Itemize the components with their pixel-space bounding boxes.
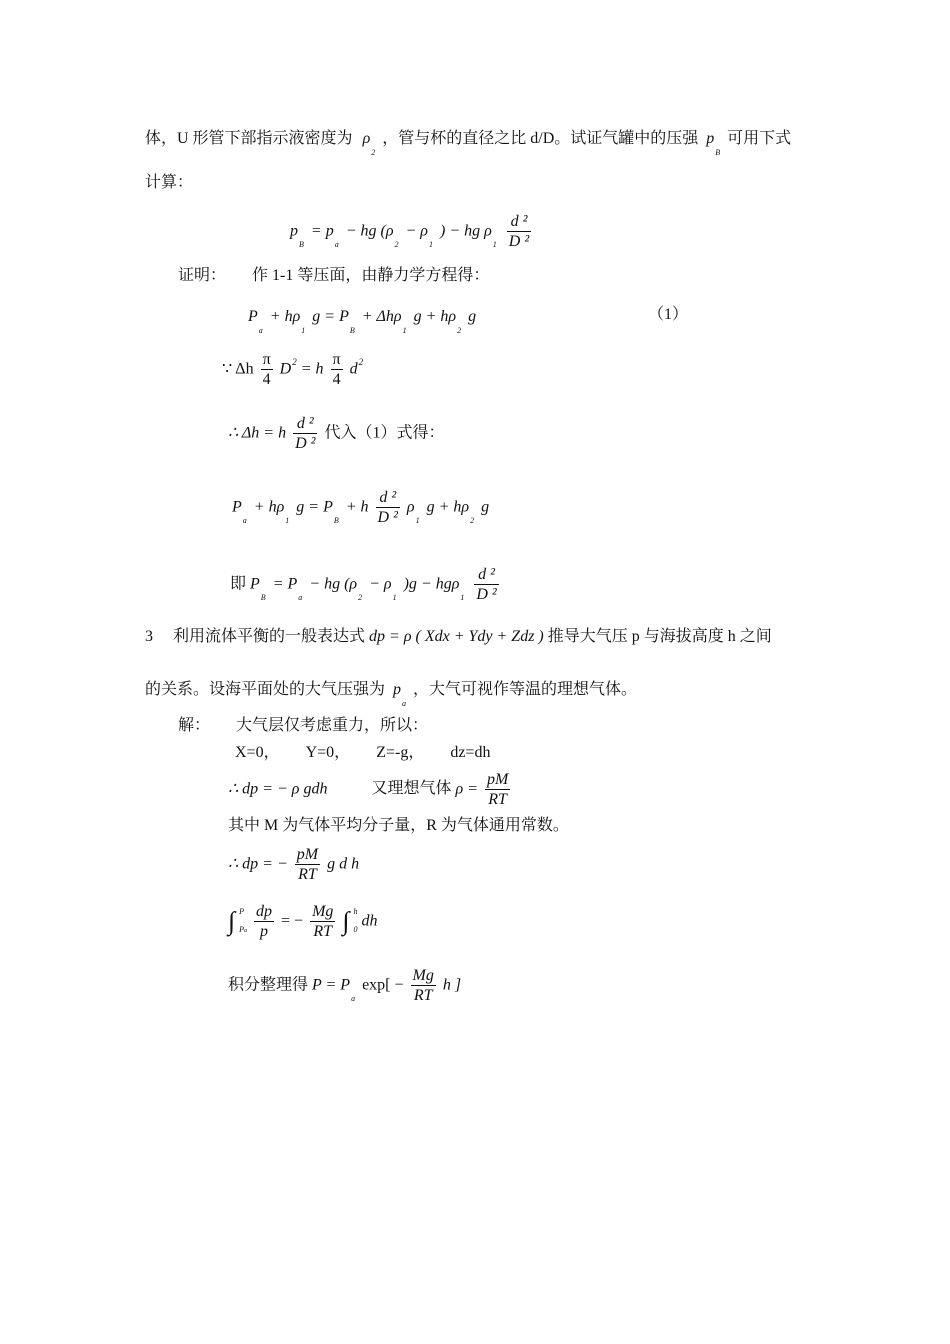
lower-limit-sub: a <box>244 928 248 935</box>
denominator: D ² <box>476 586 497 604</box>
integral-sign: ∫ <box>228 906 236 936</box>
ideal-gas-lhs: ρ = <box>455 780 478 798</box>
numerator: π <box>261 350 273 370</box>
eq-term: g <box>468 308 477 325</box>
eq-sub: 2 <box>358 593 363 603</box>
result-line <box>228 966 461 1005</box>
eq-term: g d h <box>327 855 360 873</box>
eq-sub: 1 <box>415 516 420 526</box>
denominator: D ² <box>508 233 530 251</box>
eq-term: ∵ Δh <box>222 360 254 378</box>
eq-term: h ] <box>442 976 462 994</box>
rho2-symbol: ρ <box>362 130 371 147</box>
rho2-subscript: 2 <box>371 148 376 157</box>
eq-term: ρ <box>406 498 415 516</box>
eq-term: p <box>290 222 298 240</box>
dp-equation: ∴ dp = − ρ gdh <box>228 780 328 798</box>
eq-sub: a <box>334 240 339 250</box>
numerator: Mg <box>411 966 436 986</box>
eq-sub: a <box>242 516 247 526</box>
eq-term: − hg (ρ <box>309 575 358 593</box>
therefore-text: 代入（1）式得： <box>324 424 445 442</box>
lower-limit: P <box>239 925 245 935</box>
numerator: dp <box>254 902 274 922</box>
fraction-d2-D2 <box>376 488 400 527</box>
eq-sub: 1 <box>460 593 465 603</box>
result-text: 积分整理得 <box>228 976 309 994</box>
fraction-Mg-RT <box>310 902 335 941</box>
eq-term: + hρ <box>253 498 285 516</box>
proof-label: 证明： <box>178 267 227 284</box>
eq-term: exp[ − <box>362 976 404 994</box>
eq-sub: 1 <box>301 326 306 335</box>
eq-sub: 1 <box>392 593 397 603</box>
pa-symbol: p <box>393 681 402 698</box>
eq-term: D <box>279 360 292 378</box>
fraction-pM-RT <box>485 770 510 809</box>
eq-term: P <box>232 498 242 516</box>
denominator: RT <box>313 923 333 941</box>
integral-limits <box>354 908 358 934</box>
eq-term: − ρ <box>369 575 392 593</box>
equation-2 <box>232 488 489 527</box>
numerator: pM <box>295 845 320 865</box>
eq-sub: 1 <box>402 326 407 335</box>
fraction-d2-D2 <box>474 565 498 604</box>
equation-3 <box>230 565 502 604</box>
because-line <box>222 350 363 389</box>
equation-1-tag: （1） <box>648 306 689 323</box>
main-equation <box>290 212 534 251</box>
eq-sub: 2 <box>457 326 462 335</box>
statement-text-a: 体，U 形管下部指示液密度为 <box>145 130 353 147</box>
equation-1 <box>248 308 477 335</box>
denominator: p <box>260 923 269 941</box>
denominator: D ² <box>377 509 398 527</box>
integral-limits <box>239 908 247 934</box>
eq-sub: a <box>351 994 356 1004</box>
problem3-line2 <box>145 681 638 708</box>
numerator: d ² <box>376 488 400 508</box>
component-x: X=0， <box>235 744 280 761</box>
eq-sub: 1 <box>285 516 290 526</box>
fraction-Mg-RT <box>411 966 436 1005</box>
eq-sub: 2 <box>394 240 399 250</box>
proof-text: 作 1-1 等压面，由静力学方程得： <box>252 267 490 284</box>
eq-term: dh <box>361 912 378 930</box>
integral-sign: ∫ <box>342 906 350 936</box>
component-z: Z=-g， <box>376 744 425 761</box>
problem3-line1 <box>145 629 772 645</box>
denominator: RT <box>413 987 433 1005</box>
eq-term: )g − hgρ <box>403 575 460 593</box>
eq-term: = − <box>281 912 304 930</box>
lower-limit: 0 <box>353 925 358 935</box>
eq-sup: 2 <box>358 357 364 368</box>
eq-term: = h <box>300 360 324 378</box>
ideal-gas-text: 又理想气体 <box>371 780 452 798</box>
problem2-statement-line2: 计算： <box>145 174 194 191</box>
pB-subscript: B <box>715 148 721 157</box>
integral-line <box>228 902 378 941</box>
problem3-line2-b: ，大气可视作等温的理想气体。 <box>413 681 638 698</box>
eq-sub: a <box>258 326 263 335</box>
eq-sub: 1 <box>492 240 497 250</box>
fraction-pi-4-b <box>331 350 343 389</box>
upper-limit: h <box>353 907 358 917</box>
eq-term: P = P <box>312 976 351 994</box>
equilibrium-formula: dp = ρ ( Xdx + Ydy + Zdz ) <box>369 628 544 645</box>
eq-term: g + hρ <box>413 308 457 325</box>
eq-term: − hg (ρ <box>345 222 394 240</box>
problem3-text-b: 推导大气压 p 与海拔高度 h 之间 <box>547 628 772 645</box>
eq-term: g + hρ <box>426 498 470 516</box>
eq-sub: B <box>349 326 355 335</box>
numerator: d ² <box>293 414 317 434</box>
pa-subscript: a <box>402 699 407 708</box>
eq-term: g = P <box>312 308 349 325</box>
numerator: pM <box>485 770 510 790</box>
statement-text-b: ，管与杯的直径之比 d/D。试证气罐中的压强 <box>382 130 699 147</box>
eq3-prefix: 即 <box>230 575 247 593</box>
denominator: RT <box>488 791 507 809</box>
problem2-statement-line1 <box>145 130 792 157</box>
eq-term: + Δhρ <box>361 308 402 325</box>
denominator: RT <box>298 866 317 884</box>
numerator: π <box>331 350 343 370</box>
fraction-pi-4 <box>261 350 273 389</box>
eq-term: g <box>481 498 490 516</box>
eq-term: ) − hg ρ <box>439 222 492 240</box>
eq-term: g = P <box>296 498 333 516</box>
components-line <box>235 745 490 761</box>
problem3-text-a: 利用流体平衡的一般表达式 <box>173 628 366 645</box>
fraction-d2-D2 <box>507 212 531 251</box>
fraction-d2-D2 <box>293 414 317 453</box>
upper-limit: P <box>239 907 245 917</box>
numerator: d ² <box>507 212 531 232</box>
fraction-dp-p <box>254 902 274 941</box>
eq-term: + h <box>345 498 369 516</box>
solution-text: 大气层仅考虑重力，所以： <box>236 717 429 734</box>
problem3-line2-a: 的关系。设海平面处的大气压强为 <box>145 681 386 698</box>
statement-text-c: 可用下式 <box>727 130 792 147</box>
component-dz: dz=dh <box>450 744 491 761</box>
proof-line <box>178 268 489 284</box>
eq-sup: 2 <box>292 357 297 368</box>
eq-term: = p <box>310 222 334 240</box>
eq-term: + hρ <box>269 308 301 325</box>
eq-term: P <box>250 575 260 593</box>
fraction-pM-RT <box>295 845 320 884</box>
eq-sub: 1 <box>428 240 433 250</box>
denominator: 4 <box>262 371 271 389</box>
eq-sub: B <box>299 240 304 250</box>
denominator: 4 <box>332 371 341 389</box>
eq-term: d <box>349 360 358 378</box>
eq-sub: B <box>260 593 266 603</box>
eq-term: P <box>248 308 258 325</box>
component-y: Y=0， <box>305 744 351 761</box>
denominator: D ² <box>295 435 316 453</box>
eq-sub: B <box>333 516 339 526</box>
eq-term: ∴ Δh = h <box>228 424 287 442</box>
pB-symbol: p <box>706 130 715 147</box>
constants-note: 其中 M 为气体平均分子量，R 为气体通用常数。 <box>228 817 569 834</box>
solution-line <box>178 718 428 734</box>
eq-sub: a <box>298 593 303 603</box>
dp-substituted-line <box>228 845 359 884</box>
solution-label: 解： <box>178 717 211 734</box>
eq-sub: 2 <box>470 516 475 526</box>
eq-term: ∴ dp = − <box>228 855 288 873</box>
eq-term: − ρ <box>405 222 428 240</box>
problem-number: 3 <box>145 628 153 645</box>
eq-term: = P <box>272 575 298 593</box>
pressure-differential-line <box>228 770 513 809</box>
numerator: Mg <box>310 902 335 922</box>
numerator: d ² <box>474 565 498 585</box>
therefore-line <box>228 414 444 453</box>
